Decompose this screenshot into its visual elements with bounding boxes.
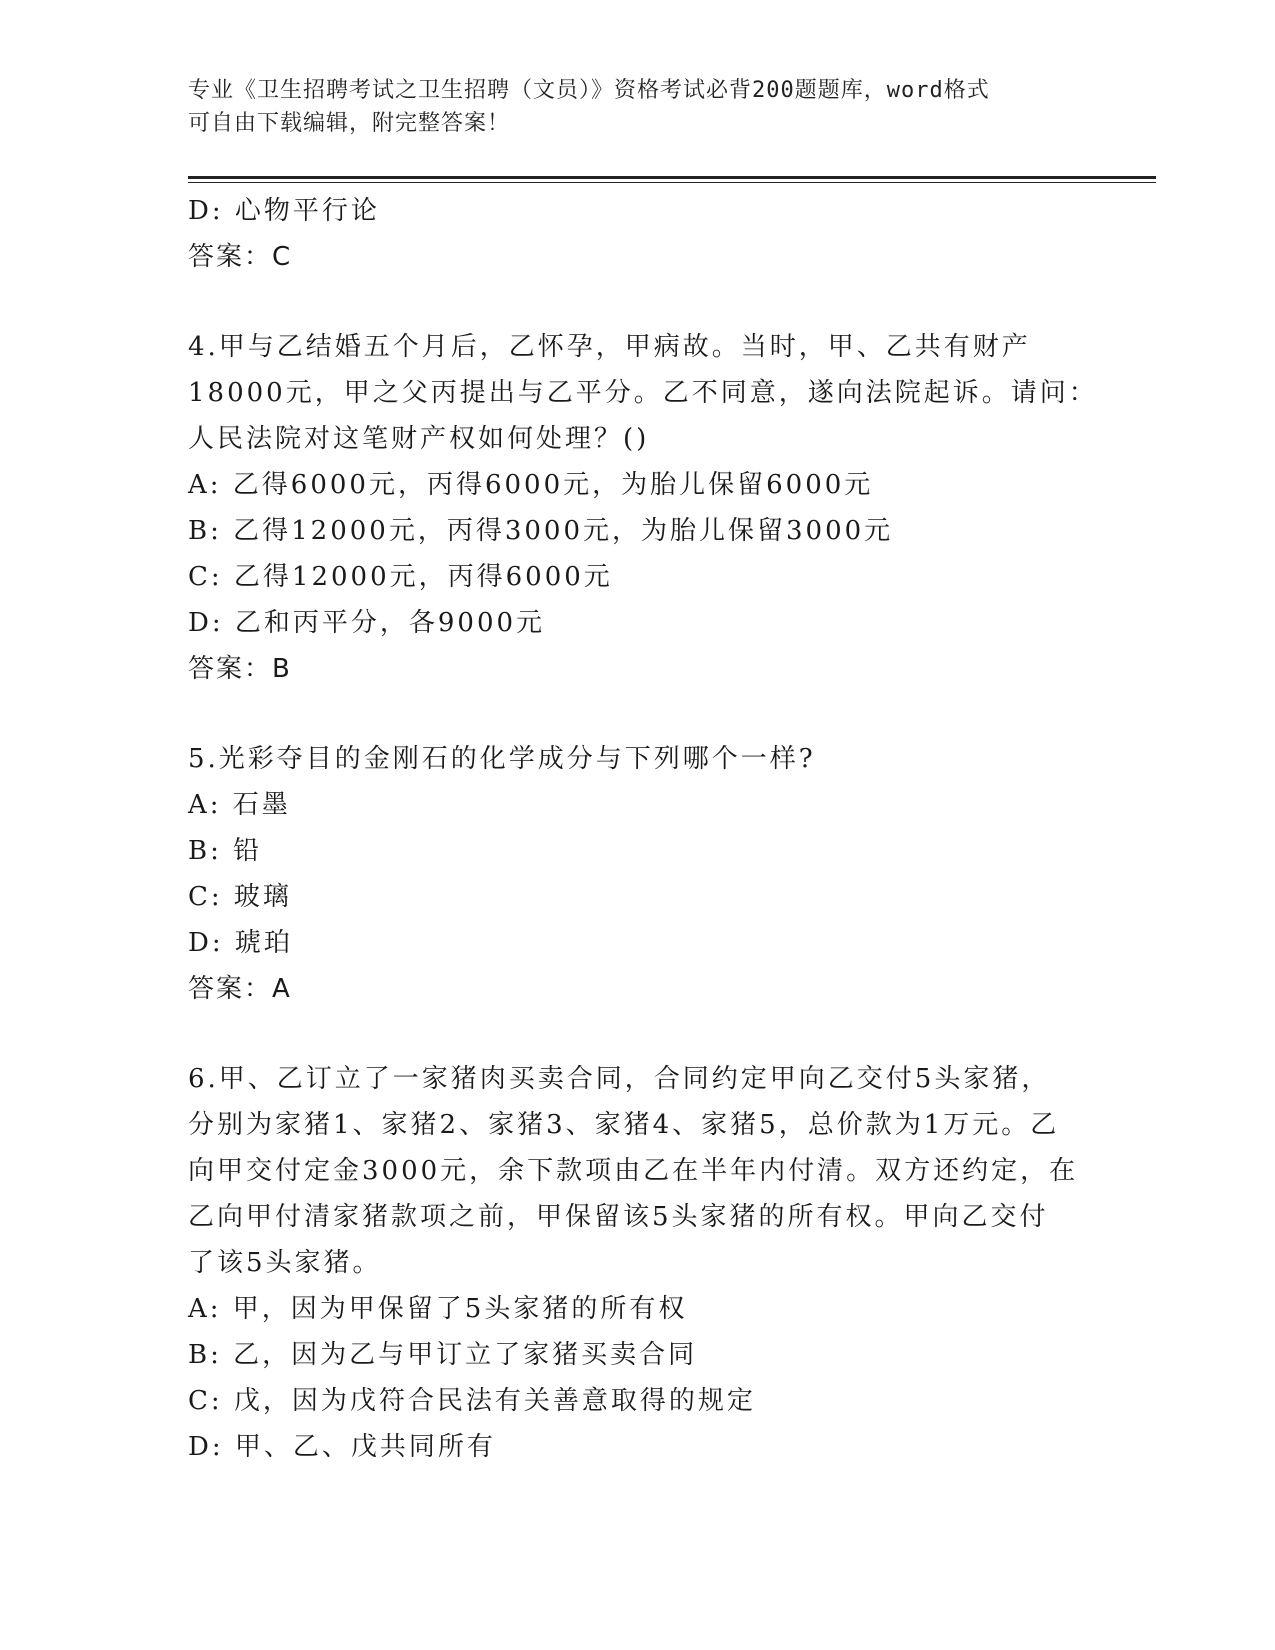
- question-list: [188, 188, 1098, 1470]
- q4-stem-line: 人民法院对这笔财产权如何处理？(): [188, 424, 650, 454]
- q5-option-d: D: 琥珀: [188, 928, 293, 958]
- q4-option-d: D: 乙和丙平分，各9000元: [188, 608, 546, 638]
- q3-answer: 答案：C: [188, 242, 293, 272]
- header-divider-thin: [188, 182, 1156, 183]
- header-divider-thick: [188, 176, 1156, 179]
- q6-option-c: C: 戊，因为戊符合民法有关善意取得的规定: [188, 1386, 756, 1416]
- spacer: [188, 692, 1088, 736]
- document-header: [188, 74, 1088, 140]
- q4-option-c: C: 乙得12000元，丙得6000元: [188, 562, 613, 592]
- q5-option-a: A: 石墨: [188, 790, 291, 820]
- q6-option-d: D: 甲、乙、戊共同所有: [188, 1432, 496, 1462]
- question-5: [188, 736, 1088, 1012]
- q4-answer: 答案：B: [188, 654, 292, 684]
- spacer: [188, 280, 1088, 324]
- q5-stem-line: 5.光彩夺目的金刚石的化学成分与下列哪个一样?: [188, 744, 816, 774]
- q6-option-a: A: 甲，因为甲保留了5头家猪的所有权: [188, 1294, 688, 1324]
- q4-stem-line: 18000元，甲之父丙提出与乙平分。乙不同意，遂向法院起诉。请问：: [188, 378, 1098, 408]
- spacer: [188, 1012, 1088, 1056]
- q6-stem-line: 向甲交付定金3000元，余下款项由乙在半年内付清。双方还约定，在: [188, 1156, 1079, 1186]
- q4-option-a: A: 乙得6000元，丙得6000元，为胎儿保留6000元: [188, 470, 874, 500]
- q3-option-d: D: 心物平行论: [188, 196, 380, 226]
- q5-option-c: C: 玻璃: [188, 882, 292, 912]
- q6-stem-line: 乙向甲付清家猪款项之前，甲保留该5头家猪的所有权。甲向乙交付: [188, 1202, 1049, 1232]
- q6-stem-line: 了该5头家猪。: [188, 1248, 382, 1278]
- q6-stem-line: 6.甲、乙订立了一家猪肉买卖合同，合同约定甲向乙交付5头家猪，: [188, 1064, 1051, 1094]
- header-line-1: 专业《卫生招聘考试之卫生招聘（文员）》资格考试必背200题题库，word格式: [188, 78, 990, 103]
- q4-stem-line: 4.甲与乙结婚五个月后，乙怀孕，甲病故。当时，甲、乙共有财产: [188, 332, 1031, 362]
- q6-option-b: B: 乙，因为乙与甲订立了家猪买卖合同: [188, 1340, 698, 1370]
- header-line-2: 可自由下载编辑，附完整答案！: [188, 111, 511, 136]
- q5-answer: 答案：A: [188, 974, 292, 1004]
- q4-option-b: B: 乙得12000元，丙得3000元，为胎儿保留3000元: [188, 516, 894, 546]
- question-4: [188, 324, 1098, 692]
- q6-stem-line: 分别为家猪1、家猪2、家猪3、家猪4、家猪5，总价款为1万元。乙: [188, 1110, 1060, 1140]
- q5-option-b: B: 铅: [188, 836, 263, 866]
- question-6: [188, 1056, 1088, 1470]
